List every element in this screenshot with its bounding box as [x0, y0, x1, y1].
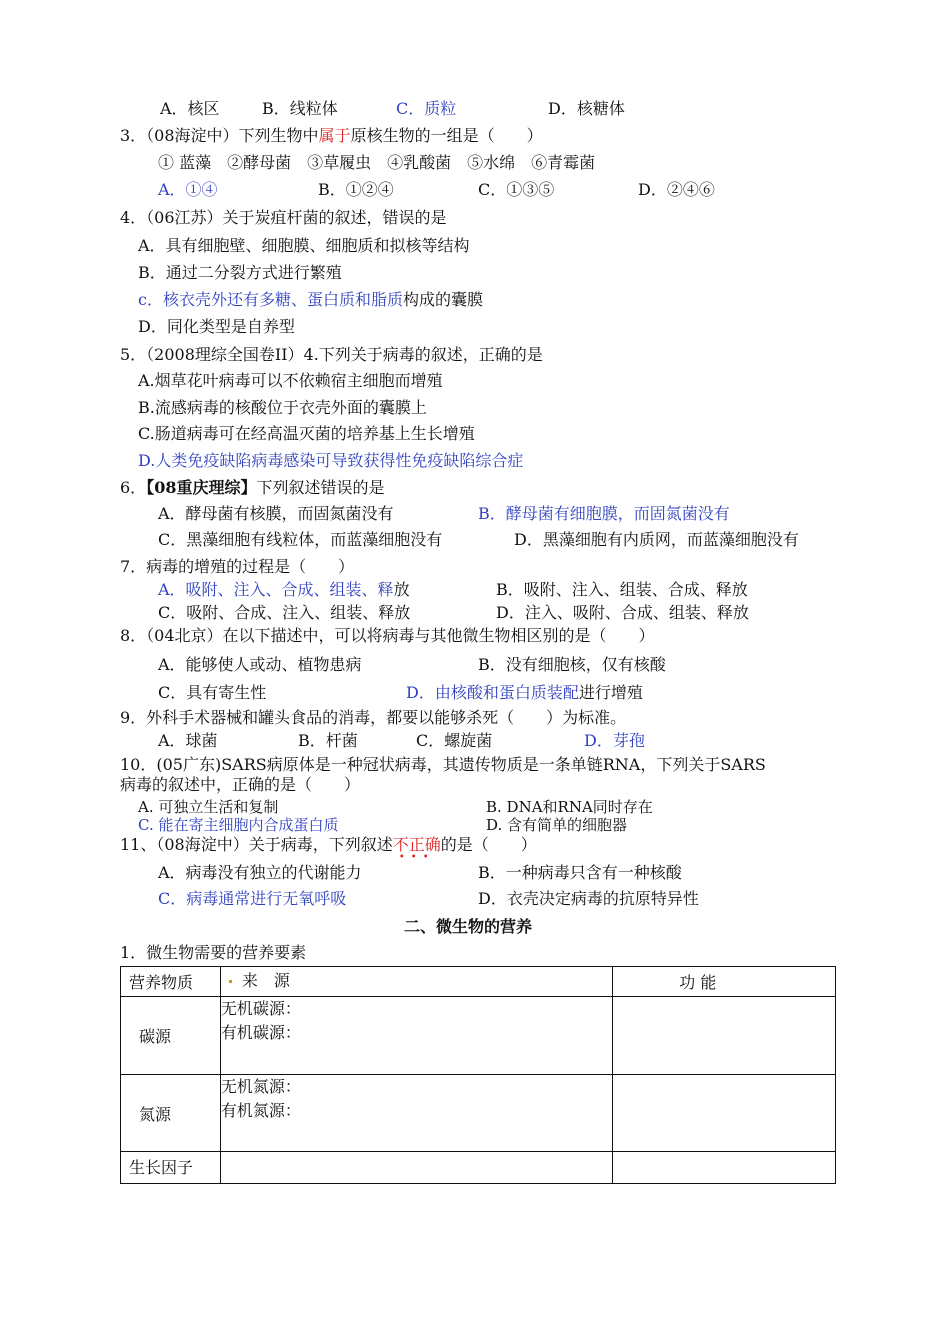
q9-option-b: B．杆菌	[298, 731, 358, 750]
row-growth-factor-name: 生长因子	[121, 1152, 221, 1184]
header-source	[220, 967, 612, 997]
q11-stem	[120, 835, 537, 863]
table-row	[121, 997, 836, 1075]
q7-option-a	[158, 580, 410, 600]
nitrogen-inorganic: 无机氮源：	[220, 1077, 301, 1096]
q11-option-d: D．衣壳决定病毒的抗原特异性	[478, 889, 699, 908]
row-nitrogen-name: 氮源	[121, 1075, 221, 1152]
header-nutrient: 营养物质	[121, 967, 221, 997]
q9-stem: 9．外科手术器械和罐头食品的消毒，都要以能够杀死（ ）为标准。	[120, 708, 627, 727]
q2-option-d: D．核糖体	[548, 99, 625, 118]
q4-option-b: B．通过二分裂方式进行繁殖	[138, 263, 342, 282]
q3-option-b: B．①②④	[318, 180, 394, 199]
row-nitrogen-source	[220, 1075, 612, 1152]
q11-option-b: B．一种病毒只含有一种核酸	[478, 863, 682, 882]
q11-option-c: C．病毒通常进行无氧呼吸	[158, 889, 347, 908]
q6-stem	[120, 478, 384, 498]
q6-option-a: A．酵母菌有核膜，而固氮菌没有	[158, 504, 394, 523]
q10-stem-line2: 病毒的叙述中，正确的是（ ）	[120, 775, 361, 794]
row-nitrogen-function[interactable]	[613, 1075, 836, 1152]
q6-option-b: B．酵母菌有细胞膜，而固氮菌没有	[478, 504, 730, 523]
row-carbon-function[interactable]	[613, 997, 836, 1075]
section-title: 二、微生物的营养	[404, 917, 533, 936]
q6-option-d: D．黑藻细胞有内质网，而蓝藻细胞没有	[514, 530, 799, 549]
q3-option-d: D．②④⑥	[638, 180, 715, 199]
q6-stem-text: 下列叙述错误的是	[256, 478, 385, 497]
q3-items: ① 蓝藻 ②酵母菌 ③草履虫 ④乳酸菌 ⑤水绵 ⑥青霉菌	[158, 153, 596, 172]
q4-option-c-answer: c．核衣壳外还有多糖、蛋白质和脂质	[138, 290, 403, 309]
q7-option-a-answer: A．吸附、注入、合成、组装、释	[158, 580, 394, 599]
q10-option-b: B. DNA和RNA同时存在	[486, 798, 653, 816]
q3-stem-pre: 3．（08海淀中）下列生物中	[120, 126, 319, 145]
q5-stem: 5．（2008理综全国卷II）4.下列关于病毒的叙述，正确的是	[120, 345, 543, 364]
q4-option-d: D．同化类型是自养型	[138, 317, 295, 336]
q7-option-c: C．吸附、合成、注入、组装、释放	[158, 603, 411, 622]
q9-option-c: C．螺旋菌	[416, 731, 493, 750]
q8-option-b: B．没有细胞核，仅有核酸	[478, 655, 666, 674]
q5-option-c: C.肠道病毒可在经高温灭菌的培养基上生长增殖	[138, 424, 475, 443]
q10-stem-line1: 10．(05广东)SARS病原体是一种冠状病毒，其遗传物质是一条单链RNA，下列关于SARS	[120, 755, 766, 774]
q7-stem: 7．病毒的增殖的过程是（ ）	[120, 557, 355, 576]
q7-option-a-rest: 放	[393, 580, 410, 599]
q2-option-b: B．线粒体	[262, 99, 338, 118]
q5-option-a: A.烟草花叶病毒可以不依赖宿主细胞而增殖	[138, 371, 443, 390]
q11-stem-pre: 11、（08海淀中）关于病毒，下列叙述	[120, 835, 393, 854]
row-growth-factor-function[interactable]	[613, 1152, 836, 1184]
q8-option-d	[406, 683, 643, 703]
row-growth-factor-source[interactable]	[220, 1152, 612, 1184]
q8-stem: 8．（04北京）在以下描述中，可以将病毒与其他微生物相区别的是（ ）	[120, 626, 655, 645]
q6-source: 【08重庆理综】	[146, 478, 257, 497]
q7-option-b: B．吸附、注入、组装、合成、释放	[496, 580, 748, 599]
q3-stem-red: 属于	[318, 126, 351, 145]
q11-option-a: A．病毒没有独立的代谢能力	[158, 863, 362, 882]
q11-stem-post: 的是（ ）	[440, 835, 537, 854]
q6-option-c: C．黑藻细胞有线粒体，而蓝藻细胞没有	[158, 530, 443, 549]
emphasis-dots-icon: •••	[398, 852, 435, 863]
q2-option-c: C．质粒	[396, 99, 457, 118]
nitrogen-organic: 有机氮源：	[220, 1101, 301, 1120]
table-row	[121, 1075, 836, 1152]
q9-option-a: A．球菌	[158, 731, 218, 750]
q3-stem-post: 原核生物的一组是（ ）	[350, 126, 543, 145]
section-subtitle: 1．微生物需要的营养要素	[120, 943, 307, 962]
q4-stem: 4．（06江苏）关于炭疽杆菌的叙述，错误的是	[120, 208, 447, 227]
row-carbon-name: 碳源	[121, 997, 221, 1075]
q5-option-b: B.流感病毒的核酸位于衣壳外面的囊膜上	[138, 398, 427, 417]
marker-icon	[229, 980, 232, 983]
q5-option-d: D.人类免疫缺陷病毒感染可导致获得性免疫缺陷综合症	[138, 451, 524, 470]
q8-option-a: A．能够使人或动、植物患病	[158, 655, 362, 674]
q4-option-c-rest: 构成的囊膜	[402, 290, 483, 309]
table-row	[121, 1152, 836, 1184]
q3-stem	[120, 126, 543, 146]
header-source-label: 来 源	[241, 971, 290, 990]
q8-option-d-rest: 进行增殖	[578, 683, 643, 702]
carbon-inorganic: 无机碳源：	[220, 999, 301, 1018]
q10-option-a: A. 可独立生活和复制	[138, 798, 279, 816]
q3-option-c: C．①③⑤	[478, 180, 555, 199]
carbon-organic: 有机碳源：	[220, 1023, 301, 1042]
q10-option-d: D. 含有简单的细胞器	[486, 816, 628, 834]
q8-option-c: C．具有寄生性	[158, 683, 267, 702]
q11-stem-emphasis	[392, 835, 441, 863]
q10-option-c: C. 能在寄主细胞内合成蛋白质	[138, 816, 339, 834]
q8-option-d-answer: D．由核酸和蛋白质装配	[406, 683, 579, 702]
table-header-row	[121, 967, 836, 997]
q4-option-a: A．具有细胞壁、细胞膜、细胞质和拟核等结构	[138, 236, 470, 255]
q6-num: 6．	[120, 478, 147, 497]
q7-option-d: D．注入、吸附、合成、组装、释放	[496, 603, 749, 622]
q2-option-a: A．核区	[160, 99, 220, 118]
header-function: 功 能	[613, 967, 836, 997]
q4-option-c	[138, 290, 483, 310]
row-carbon-source	[220, 997, 612, 1075]
nutrition-table	[120, 966, 836, 1184]
q9-option-d: D．芽孢	[584, 731, 645, 750]
q3-option-a: A．①④	[158, 180, 218, 199]
q11-stem-red: 不正确	[392, 835, 441, 854]
